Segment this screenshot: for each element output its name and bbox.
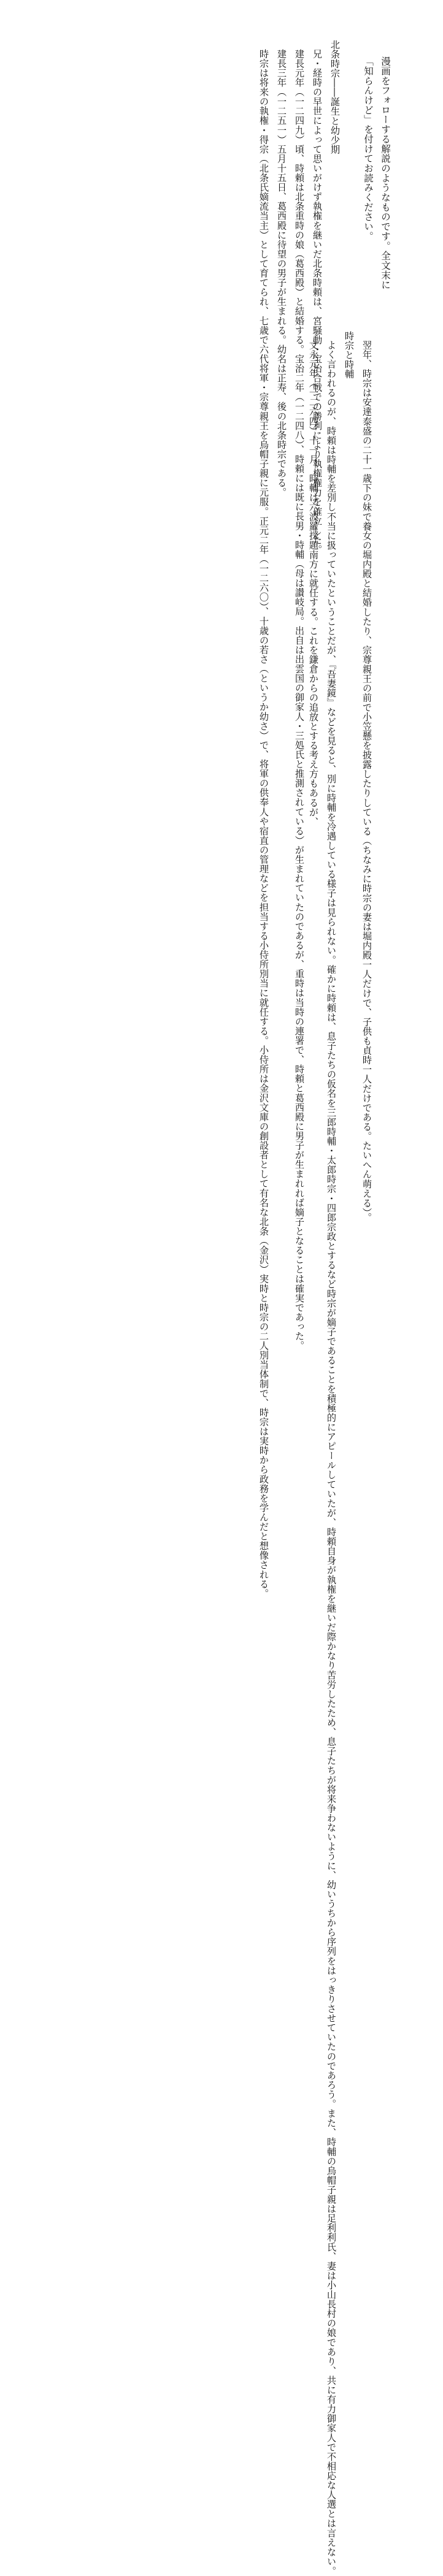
paragraph: 時宗は将来の執権・得宗（北条氏嫡流当主）として育てられ、七歳で六代将軍・宗尊親王を烏帽子親に元服。正元二年（一二六〇）、十歳の若さ（というか幼さ）で、将軍の供奉人や宿直の管理などを担当する小侍所別当に就任する。小侍所は金沢文庫の創設者として有名な北条（金沢）実時と時宗の二人別当体制で、時宗は実時から政務を学んだと想像される。	[258, 49, 269, 1599]
intro-note	[350, 56, 394, 314]
intro-line-2: 「知らんけど」を付けてお読みください。	[363, 56, 374, 242]
paragraph: 建長元年（一二四九）頃、時頼は北条重時の娘（葛西殿）と結婚する。宝治二年（一二四八）、時頼には既に長男・時輔（母は讃岐局。出自は出雲国の御家人・三処氏と推測されている）が生まれていたのであるが、重時は当時の連署で、時頼と葛西殿に男子が生まれれば嫡子となることは確実であった。	[294, 49, 305, 1351]
paragraph: よく言われるのが、時頼は時輔を差別し不当に扱っていたということだが、『吾妻鏡』などを見ると、別に時輔を冷遇している様子は見られない。確かに時頼は、息子たちの仮名を三郎時輔・太郎時宗・四郎宗政とするなど時宗が嫡子であることを積極的にアピールしていたが、時頼自身が執権を継いだ際かなり苦労したため、息子たちが将来争わないように、幼いうちから序列をはっきりさせていたのであろう。また、時輔の烏帽子親は足利利氏、妻は小山長村の娘であり、共に有力御家人で不相応な人選とは言えない。	[326, 340, 337, 2576]
paragraph: 建長三年（一二五一）五月十五日、葛西殿に待望の男子が生まれる。幼名は正寿、後の北条時宗である。	[276, 49, 287, 498]
intro-line-1: 漫画をフォローする解説のようなものです。全文末に	[380, 56, 391, 290]
section-heading-tokisuke: 時宗と時輔	[344, 331, 355, 379]
paragraph: 翌年、時宗は安達泰盛の二十一歳下の妹で養女の堀内殿と結婚したり、宗尊親王の前で小笠懸を披露したりしている（ちなみに時宗の妻は堀内殿一人だけで、子供も貞時一人だけである。たいへん萌える）。	[361, 340, 372, 1222]
section-heading-birth: 北条時宗――誕生と幼少期	[329, 40, 341, 154]
paragraph: 兄・経時の早世によって思いがけず執権を継いだ北条時頼は、宮騒動・宝治合戦での勝利により執権権力を確立した。	[312, 49, 323, 555]
paragraph: 文永元年（一二六四）十一月、時輔は六波羅探題南方に就任する。これを鎌倉からの追放とする考え方もあるが、	[308, 340, 319, 827]
